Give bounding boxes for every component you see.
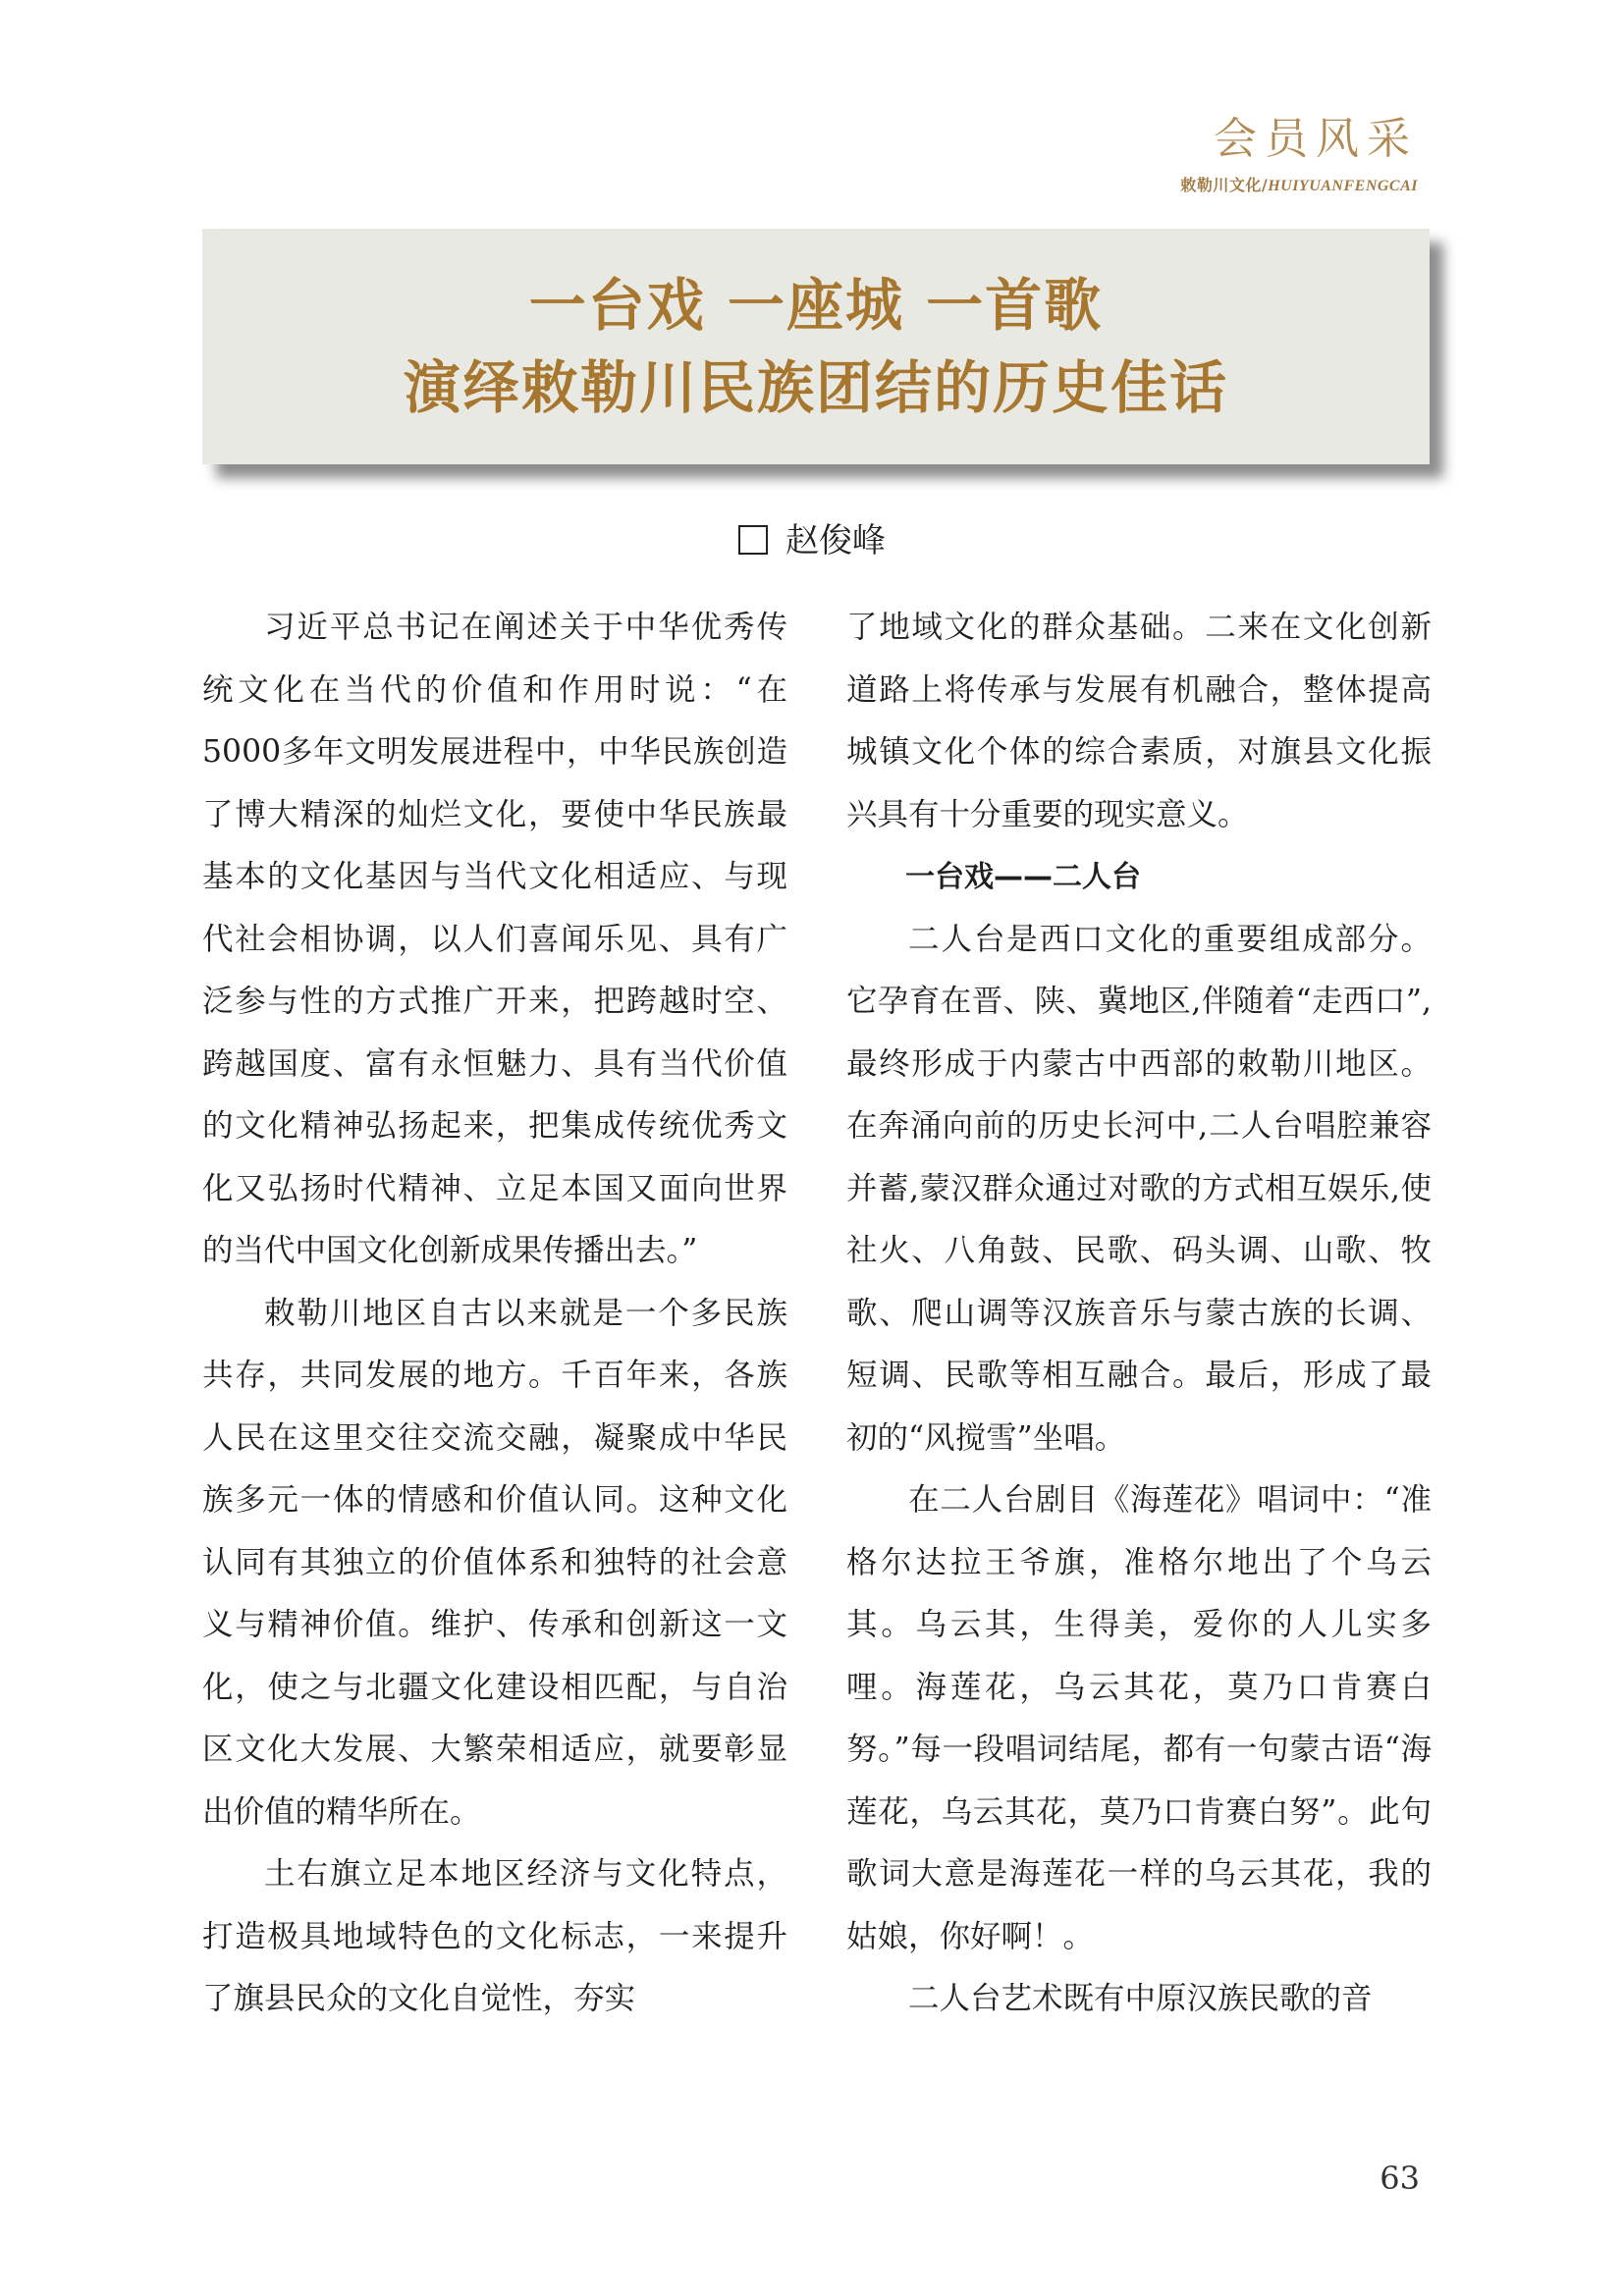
paragraph: 土右旗立足本地区经济与文化特点，打造极具地域特色的文化标志，一来提升了旗县民众的文化自觉性，夯实 (202, 1856, 787, 2016)
section-subtitle (1180, 173, 1418, 195)
article-title-line-2: 演绎敕勒川民族团结的历史佳话 (403, 354, 1228, 421)
left-column (202, 597, 787, 2031)
paragraph: 二人台艺术既有中原汉族民歌的音 (908, 1981, 1373, 2016)
article-title-line-1: 一台戏 一座城 一首歌 (528, 271, 1104, 339)
right-column (846, 597, 1432, 2031)
paragraph-continuation: 了地域文化的群众基础。二来在文化创新道路上将传承与发展有机融合，整体提高城镇文化个体的综合素质，对旗县文化振兴具有十分重要的现实意义。 (846, 610, 1432, 832)
article-title-box (202, 229, 1430, 464)
page-number: 63 (1380, 2160, 1420, 2197)
paragraph: 在二人台剧目《海莲花》唱词中：“准格尔达拉王爷旗，准格尔地出了个乌云其。乌云其，生得美，爱你的人儿实多哩。海莲花，乌云其花，莫乃口肯赛白努。”每一段唱词结尾，都有一句蒙古语“海莲花，乌云其花，莫乃口肯赛白努”。此句歌词大意是海莲花一样的乌云其花，我的姑娘，你好啊！。 (846, 1482, 1432, 1954)
author-name: 赵俊峰 (785, 521, 886, 561)
paragraph: 二人台是西口文化的重要组成部分。它孕育在晋、陕、冀地区,伴随着“走西口”,最终形成于内蒙古中西部的敕勒川地区。在奔涌向前的历史长河中,二人台唱腔兼容并蓄,蒙汉群众通过对歌的方式相互娱乐,使社火、八角鼓、民歌、码头调、山歌、牧歌、爬山调等汉族音乐与蒙古族的长调、短调、民歌等相互融合。最后，形成了最初的“风搅雪”坐唱。 (846, 921, 1432, 1456)
paragraph: 习近平总书记在阐述关于中华优秀传统文化在当代的价值和作用时说：“在5000多年文明发展进程中，中华民族创造了博大精深的灿烂文化，要使中华民族最基本的文化基因与当代文化相适应、与现代社会相协调，以人们喜闻乐见、具有广泛参与性的方式推广开来，把跨越时空、跨越国度、富有永恒魅力、具有当代价值的文化精神弘扬起来，把集成传统优秀文化又弘扬时代精神、立足本国又面向世界的当代中国文化创新成果传播出去。” (202, 610, 787, 1268)
subheading: 一台戏——二人台 (905, 860, 1141, 894)
paragraph: 敕勒川地区自古以来就是一个多民族共存，共同发展的地方。千百年来，各族人民在这里交往交流交融，凝聚成中华民族多元一体的情感和价值认同。这种文化认同有其独立的价值体系和独特的社会意义与精神价值。维护、传承和创新这一文化，使之与北疆文化建设相匹配，与自治区文化大发展、大繁荣相适应，就要彰显出价值的精华所在。 (202, 1295, 787, 1830)
section-title: 会员风采 (1214, 114, 1418, 164)
section-header (1180, 114, 1418, 195)
author-byline (0, 513, 1624, 561)
subtitle-latin: HUIYUANFENGCAI (1268, 178, 1418, 194)
subtitle-chinese: 敕勒川文化/ (1180, 176, 1269, 194)
square-icon (738, 525, 768, 555)
